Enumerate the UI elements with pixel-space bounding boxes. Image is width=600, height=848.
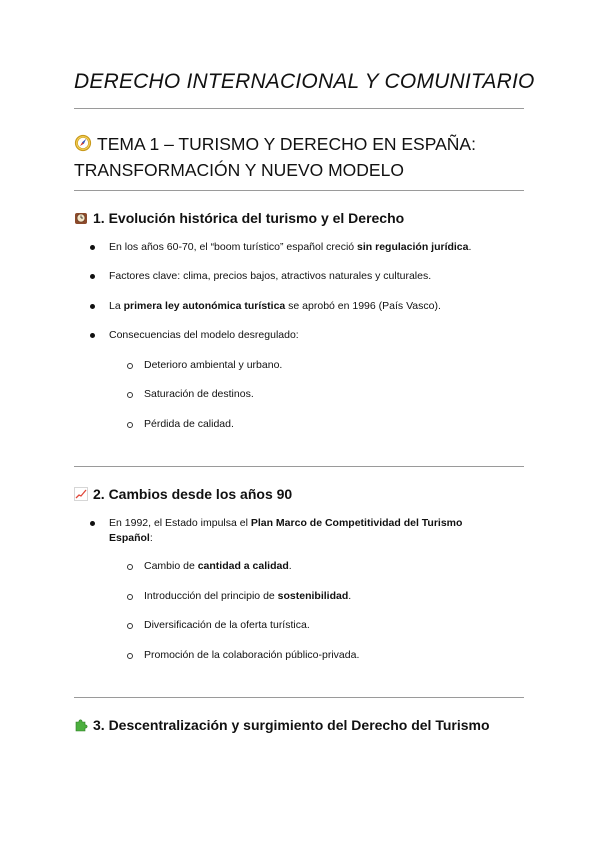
topic-title: TEMA 1 – TURISMO Y DERECHO EN ESPAÑA: TRANSFORMACIÓN Y NUEVO MODELO <box>74 134 476 180</box>
puzzle-icon <box>74 718 88 736</box>
divider <box>74 190 524 191</box>
compass-icon <box>74 134 92 158</box>
course-title: DERECHO INTERNACIONAL Y COMUNITARIO <box>74 70 535 93</box>
section-heading-1: 1. Evolución histórica del turismo y el Derecho <box>74 209 404 229</box>
divider <box>74 108 524 109</box>
chart-up-icon <box>74 487 88 505</box>
clock-icon <box>74 211 88 229</box>
divider <box>74 466 524 467</box>
section-heading-2: 2. Cambios desde los años 90 <box>74 485 292 505</box>
section-heading-3: 3. Descentralización y surgimiento del Derecho del Turismo <box>74 716 490 736</box>
divider <box>74 697 524 698</box>
